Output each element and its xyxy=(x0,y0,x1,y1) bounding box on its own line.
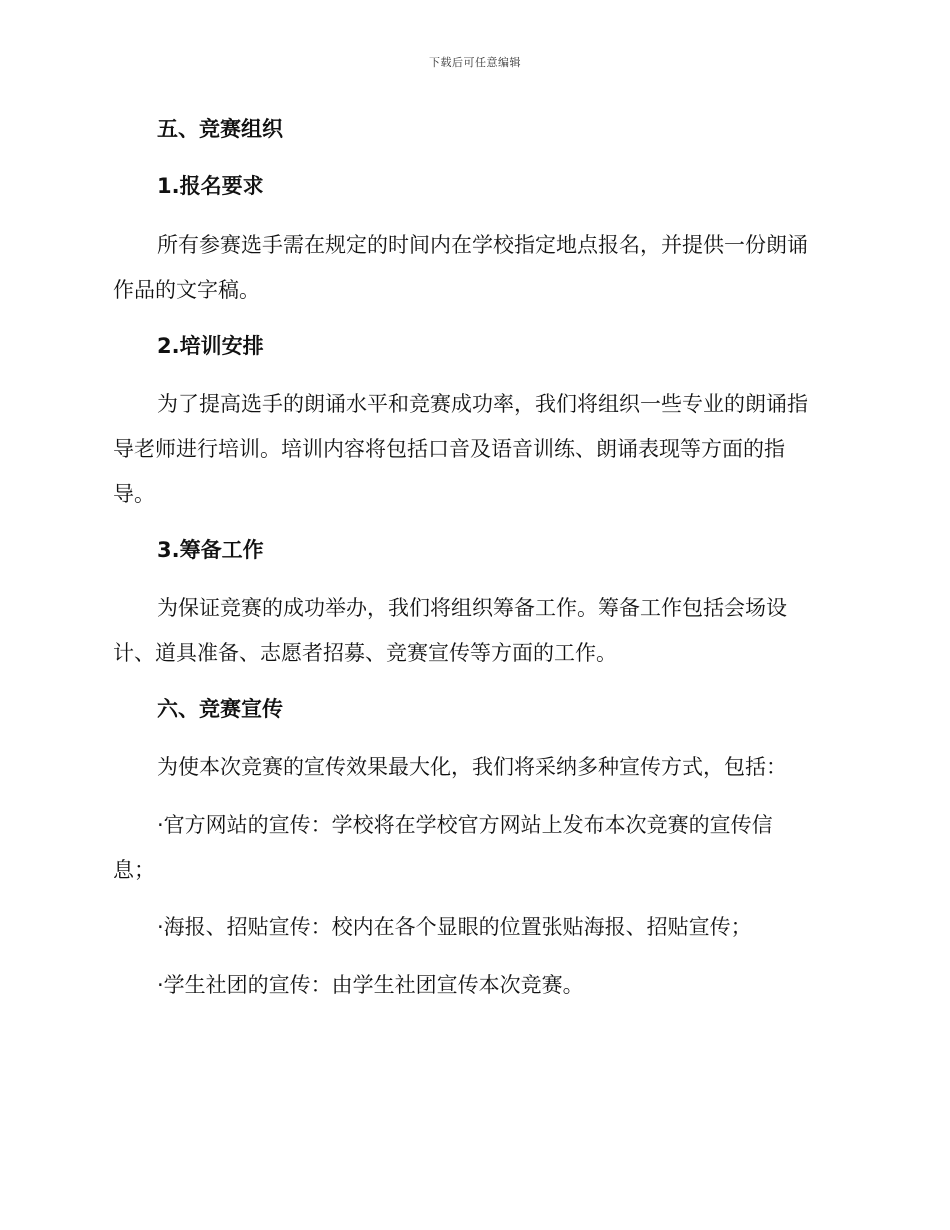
subheading-preparation: 3.筹备工作 xyxy=(157,538,264,562)
bullet-posters: ·海报、招贴宣传：校内在各个显眼的位置张贴海报、招贴宣传； xyxy=(157,915,752,939)
bullet-student-clubs: ·学生社团的宣传：由学生社团宣传本次竞赛。 xyxy=(157,973,584,997)
paragraph-training-line-3: 导。 xyxy=(113,482,155,506)
paragraph-preparation-line-2: 计、道具准备、志愿者招募、竞赛宣传等方面的工作。 xyxy=(113,641,617,665)
bullet-official-website-line-1: ·官方网站的宣传：学校将在学校官方网站上发布本次竞赛的宣传信 xyxy=(157,813,773,837)
section-heading-competition-publicity: 六、竞赛宣传 xyxy=(157,697,283,721)
paragraph-training-line-2: 导老师进行培训。培训内容将包括口音及语音训练、朗诵表现等方面的指 xyxy=(113,437,785,461)
section-heading-competition-organization: 五、竞赛组织 xyxy=(157,117,283,141)
subheading-registration: 1.报名要求 xyxy=(157,174,264,198)
paragraph-training-line-1: 为了提高选手的朗诵水平和竞赛成功率，我们将组织一些专业的朗诵指 xyxy=(157,392,808,416)
paragraph-registration-line-2: 作品的文字稿。 xyxy=(113,278,260,302)
bullet-official-website-line-2: 息； xyxy=(113,858,155,882)
paragraph-registration-line-1: 所有参赛选手需在规定的时间内在学校指定地点报名，并提供一份朗诵 xyxy=(157,233,808,257)
page-header: 下载后可任意编辑 xyxy=(429,56,521,69)
paragraph-preparation-line-1: 为保证竞赛的成功举办，我们将组织筹备工作。筹备工作包括会场设 xyxy=(157,596,787,620)
subheading-training: 2.培训安排 xyxy=(157,334,264,358)
paragraph-publicity-intro: 为使本次竞赛的宣传效果最大化，我们将采纳多种宣传方式，包括： xyxy=(157,755,787,779)
